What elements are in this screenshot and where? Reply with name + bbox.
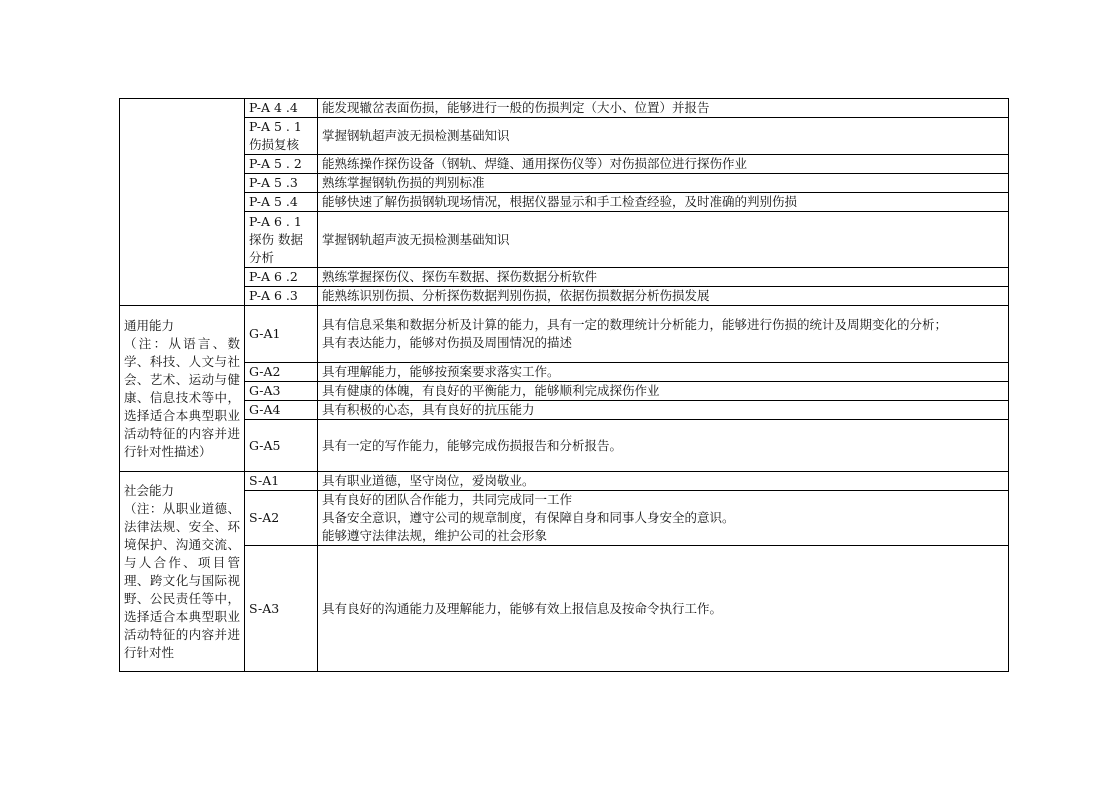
ability-description: 能发现辙岔表面伤损，能够进行一般的伤损判定（大小、位置）并报告	[318, 99, 1009, 118]
table-row	[120, 118, 1009, 155]
ability-code: S-A3	[245, 546, 318, 672]
ability-code: G-A2	[245, 363, 318, 382]
ability-description: 具有信息采集和数据分析及计算的能力，具有一定的数理统计分析能力，能够进行伤损的统计及周期变化的分析； 具有表达能力，能够对伤损及周围情况的描述	[318, 306, 1009, 363]
table-row	[120, 268, 1009, 287]
table-row	[120, 401, 1009, 420]
ability-code: P-A 5 . 2	[245, 155, 318, 174]
ability-description: 具有理解能力，能够按预案要求落实工作。	[318, 363, 1009, 382]
table-row	[120, 382, 1009, 401]
ability-description: 具有职业道德，坚守岗位，爱岗敬业。	[318, 472, 1009, 491]
ability-description: 具有一定的写作能力，能够完成伤损报告和分析报告。	[318, 420, 1009, 472]
table-row	[120, 306, 1009, 363]
table-row	[120, 546, 1009, 672]
table-row	[120, 155, 1009, 174]
ability-code: G-A5	[245, 420, 318, 472]
ability-code: P-A 6 . 1 探伤 数据 分析	[245, 212, 318, 268]
table-row	[120, 212, 1009, 268]
general-ability-category: 通用能力 （注：从语言、数学、科技、人文与社会、艺术、运动与健康、信息技术等中，选择适合本典型职业活动特征的内容并进行针对性描述）	[120, 306, 245, 472]
table-row	[120, 287, 1009, 306]
ability-code: P-A 5 . 1 伤损复核	[245, 118, 318, 155]
ability-description: 具有良好的沟通能力及理解能力，能够有效上报信息及按命令执行工作。	[318, 546, 1009, 672]
table-row	[120, 363, 1009, 382]
social-ability-category: 社会能力 （注：从职业道德、法律法规、安全、环境保护、沟通交流、与人合作、项目管理、跨文化与国际视野、公民责任等中，选择适合本典型职业活动特征的内容并进行针对性	[120, 472, 245, 672]
ability-code: P-A 6 .2	[245, 268, 318, 287]
ability-description: 具有健康的体魄，有良好的平衡能力，能够顺利完成探伤作业	[318, 382, 1009, 401]
ability-code: P-A 6 .3	[245, 287, 318, 306]
empty-category-cell	[120, 99, 245, 306]
ability-code: P-A 5 .3	[245, 174, 318, 193]
table-row	[120, 491, 1009, 546]
ability-description: 能熟练操作探伤设备（钢轨、焊缝、通用探伤仪等）对伤损部位进行探伤作业	[318, 155, 1009, 174]
ability-code: G-A1	[245, 306, 318, 363]
ability-code: G-A3	[245, 382, 318, 401]
ability-description: 熟练掌握钢轨伤损的判别标准	[318, 174, 1009, 193]
ability-code: S-A1	[245, 472, 318, 491]
ability-description: 掌握钢轨超声波无损检测基础知识	[318, 118, 1009, 155]
table-row	[120, 99, 1009, 118]
ability-description: 掌握钢轨超声波无损检测基础知识	[318, 212, 1009, 268]
ability-code: P-A 5 .4	[245, 193, 318, 212]
ability-description: 具有良好的团队合作能力，共同完成同一工作 具备安全意识，遵守公司的规章制度，有保障自身和同事人身安全的意识。 能够遵守法律法规，维护公司的社会形象	[318, 491, 1009, 546]
competency-table	[119, 98, 1009, 672]
table-row	[120, 174, 1009, 193]
ability-code: G-A4	[245, 401, 318, 420]
ability-description: 能够快速了解伤损钢轨现场情况，根据仪器显示和手工检查经验，及时准确的判别伤损	[318, 193, 1009, 212]
table-row	[120, 472, 1009, 491]
table-row	[120, 420, 1009, 472]
ability-code: S-A2	[245, 491, 318, 546]
ability-description: 能熟练识别伤损、分析探伤数据判别伤损，依据伤损数据分析伤损发展	[318, 287, 1009, 306]
ability-code: P-A 4 .4	[245, 99, 318, 118]
ability-description: 熟练掌握探伤仪、探伤车数据、探伤数据分析软件	[318, 268, 1009, 287]
ability-description: 具有积极的心态，具有良好的抗压能力	[318, 401, 1009, 420]
table-row	[120, 193, 1009, 212]
